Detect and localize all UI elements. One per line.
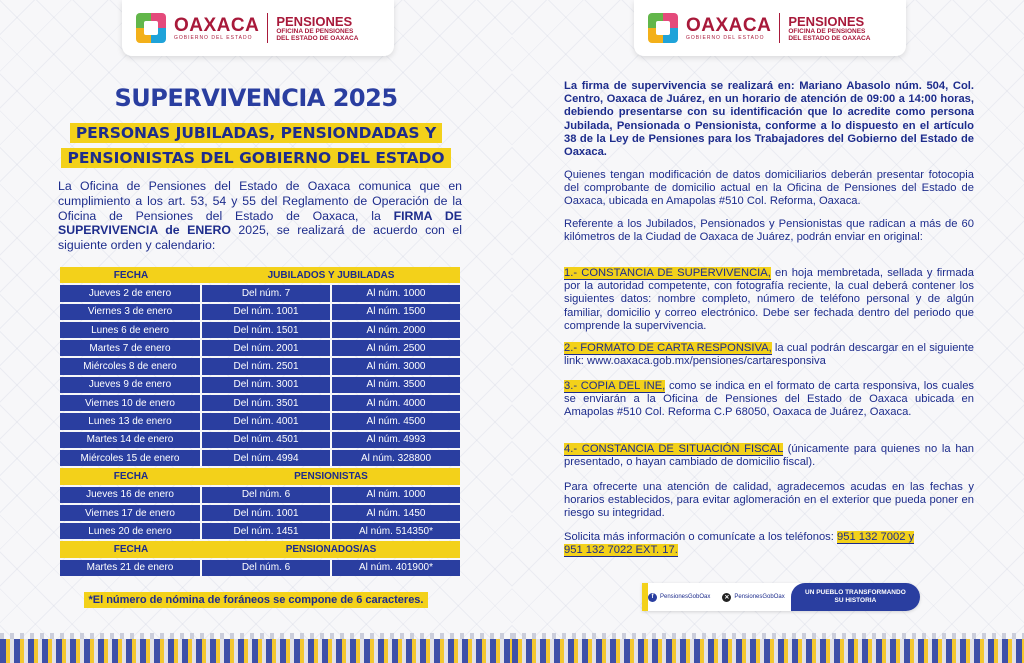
schedule-row <box>60 487 460 503</box>
header-fecha: FECHA <box>60 541 202 557</box>
cell-del: Del núm. 6 <box>202 487 332 503</box>
schedule-row <box>60 358 460 374</box>
oaxaca-logo-icon <box>136 13 166 43</box>
logo-divider <box>779 13 780 43</box>
social-facebook[interactable] <box>642 593 716 602</box>
cell-fecha: Viernes 3 de enero <box>60 304 202 320</box>
cell-al: Al núm. 2000 <box>332 322 460 338</box>
schedule-row <box>60 413 460 429</box>
item-constancia <box>564 267 974 333</box>
cell-al: Al núm. 4993 <box>332 432 460 448</box>
subtitle-1: PERSONAS JUBILADAS, PENSIONDADAS Y <box>70 123 442 143</box>
cell-fecha: Martes 7 de enero <box>60 340 202 356</box>
logo-oficina-2: DEL ESTADO DE OAXACA <box>276 34 359 42</box>
cell-fecha: Lunes 20 de enero <box>60 523 202 539</box>
cell-fecha: Jueves 2 de enero <box>60 285 202 301</box>
schedule-row <box>60 450 460 466</box>
decorative-border <box>0 639 512 663</box>
cell-fecha: Miércoles 15 de enero <box>60 450 202 466</box>
logo-gobierno-text: GOBIERNO DEL ESTADO <box>174 34 253 41</box>
item-ine <box>564 380 974 420</box>
logo-oficina-1: OFICINA DE PENSIONES <box>788 27 866 35</box>
header-fecha: FECHA <box>60 468 202 484</box>
schedule-row <box>60 395 460 411</box>
cell-al: Al núm. 1500 <box>332 304 460 320</box>
logo-gobierno-text: GOBIERNO DEL ESTADO <box>686 34 765 41</box>
paragraph-address-change: Quienes tengan modificación de datos domiciliarios deberán presentar fotocopia del comprobante de domicilio actual en la Oficina de Pensiones del Estado de Oaxaca, ubicada en Amapolas #510 Col. Reforma, Oaxaca. <box>564 169 974 208</box>
facebook-handle: PensionesGobOax <box>660 594 711 600</box>
cell-fecha: Lunes 13 de enero <box>60 413 202 429</box>
cell-del: Del núm. 1501 <box>202 322 332 338</box>
schedule-table <box>60 265 460 578</box>
cell-del: Del núm. 7 <box>202 285 332 301</box>
cell-al: Al núm. 3000 <box>332 358 460 374</box>
cell-del: Del núm. 6 <box>202 560 332 576</box>
schedule-row <box>60 505 460 521</box>
header-fecha: FECHA <box>60 267 202 283</box>
header-group: PENSIONADOS/AS <box>202 541 460 557</box>
schedule-row <box>60 285 460 301</box>
logo-pensiones <box>788 15 870 42</box>
phone-2[interactable]: 951 132 7022 EXT. 17. <box>564 544 678 557</box>
logo-oaxaca-text: OAXACA <box>686 14 772 36</box>
header-logo <box>122 0 394 56</box>
header-logo-right <box>634 0 906 56</box>
cell-del: Del núm. 4501 <box>202 432 332 448</box>
contact-text: Solicita más información o comunícate a los teléfonos: <box>564 531 837 543</box>
item-fiscal-tag: 4.- CONSTANCIA DE SITUACIÓN FISCAL <box>564 443 783 455</box>
cell-del: Del núm. 3501 <box>202 395 332 411</box>
cell-fecha: Viernes 10 de enero <box>60 395 202 411</box>
schedule-row <box>60 560 460 576</box>
item-carta-text[interactable]: la cual podrán descargar en el siguiente link: www.oaxaca.gob.mx/pensiones/cartaresponsiva <box>564 342 974 368</box>
social-x[interactable] <box>716 593 790 602</box>
cell-del: Del núm. 2001 <box>202 340 332 356</box>
paragraph-quality: Para ofrecerte una atención de calidad, agradecemos acudas en las fechas y horarios establecidos, para evitar aglomeración en el exterior que pueda poner en riesgo su integridad. <box>564 481 974 520</box>
cell-fecha: Jueves 9 de enero <box>60 377 202 393</box>
oaxaca-logo-icon <box>648 13 678 43</box>
cell-del: Del núm. 3001 <box>202 377 332 393</box>
cell-al: Al núm. 3500 <box>332 377 460 393</box>
schedule-row <box>60 377 460 393</box>
item-fiscal-text: (únicamente para quienes no la han presentado, o hayan cambiado de domicilio fiscal). <box>564 443 974 469</box>
cell-al: Al núm. 401900* <box>332 560 460 576</box>
cell-al: Al núm. 328800 <box>332 450 460 466</box>
intro-text-2: 2025, se realizará de acuerdo con el siguiente orden y calendario: <box>58 223 462 253</box>
header-group: JUBILADOS Y JUBILADAS <box>202 267 460 283</box>
x-handle: PensionesGobOax <box>734 594 785 600</box>
item-carta-tag: 2.- FORMATO DE CARTA RESPONSIVA, <box>564 342 772 354</box>
cell-al: Al núm. 4500 <box>332 413 460 429</box>
cell-del: Del núm. 1001 <box>202 505 332 521</box>
item-carta <box>564 342 974 368</box>
cell-al: Al núm. 4000 <box>332 395 460 411</box>
slogan-line-2: SU HISTORIA <box>834 597 877 604</box>
footnote-text: *El número de nómina de foráneos se compone de 6 caracteres. <box>84 592 427 608</box>
cell-del: Del núm. 1001 <box>202 304 332 320</box>
cell-del: Del núm. 4994 <box>202 450 332 466</box>
facebook-icon: f <box>648 593 657 602</box>
cell-al: Al núm. 514350* <box>332 523 460 539</box>
cell-al: Al núm. 1450 <box>332 505 460 521</box>
logo-oficina-1: OFICINA DE PENSIONES <box>276 27 354 35</box>
subtitle-line-2 <box>0 149 512 168</box>
logo-oaxaca-text: OAXACA <box>174 14 260 36</box>
item-fiscal <box>564 443 974 469</box>
cell-fecha: Martes 21 de enero <box>60 560 202 576</box>
logo-oficina-2: DEL ESTADO DE OAXACA <box>788 34 871 42</box>
footnote <box>0 590 512 608</box>
cell-del: Del núm. 2501 <box>202 358 332 374</box>
cell-al: Al núm. 1000 <box>332 285 460 301</box>
decorative-border <box>512 639 1024 663</box>
page-title: SUPERVIVENCIA 2025 <box>114 84 398 112</box>
paragraph-foreign: Referente a los Jubilados, Pensionados y Pensionistas que radican a más de 60 kilómetros de la Ciudad de Oaxaca de Juárez, podrán enviar en original: <box>564 218 974 244</box>
schedule-row <box>60 340 460 356</box>
subtitle-2: PENSIONISTAS DEL GOBIERNO DEL ESTADO <box>61 148 450 168</box>
cell-fecha: Lunes 6 de enero <box>60 322 202 338</box>
schedule-row <box>60 432 460 448</box>
cell-fecha: Martes 14 de enero <box>60 432 202 448</box>
cell-fecha: Jueves 16 de enero <box>60 487 202 503</box>
right-page <box>512 0 1024 663</box>
intro-bold: FIRMA DE SUPERVIVENCIA de ENERO <box>58 208 462 238</box>
logo-oaxaca <box>174 16 259 41</box>
cell-fecha: Viernes 17 de enero <box>60 505 202 521</box>
cell-del: Del núm. 4001 <box>202 413 332 429</box>
slogan-line-1: UN PUEBLO TRANSFORMANDO <box>805 589 906 596</box>
header-group: PENSIONISTAS <box>202 468 460 484</box>
slogan-badge <box>791 583 920 611</box>
schedule-row <box>60 322 460 338</box>
intro-paragraph <box>58 179 462 253</box>
schedule-row <box>60 304 460 320</box>
intro-text-1: La Oficina de Pensiones del Estado de Oaxaca comunica que en cumplimiento a los art. 53, 54 y 55 del Reglamento de Operación de la Oficina de Pensiones del Estado de Oaxaca, la <box>58 179 462 223</box>
schedule-header-row <box>60 541 460 557</box>
footer-accent <box>642 583 648 611</box>
item-constancia-tag: 1.- CONSTANCIA DE SUPERVIVENCIA, <box>564 267 771 279</box>
cell-fecha: Miércoles 8 de enero <box>60 358 202 374</box>
item-ine-tag: 3.- COPIA DEL INE, <box>564 380 666 392</box>
paragraph-location: La firma de supervivencia se realizará en: Mariano Abasolo núm. 504, Col. Centro, Oaxaca de Juárez, en un horario de atención de 09:00 a 14:00 horas, debiendo presentarse con su identificación que lo acredite como persona Jubilada, Pensionada o Pensionista, conforme a lo dispuesto en el artículo 38 de la Ley de Pensiones para los Trabajadores del Gobierno del Estado de Oaxaca. <box>564 80 974 159</box>
x-icon: ✕ <box>724 594 730 601</box>
schedule-row <box>60 523 460 539</box>
cell-al: Al núm. 2500 <box>332 340 460 356</box>
logo-divider <box>267 13 268 43</box>
logo-pensiones-text: PENSIONES <box>788 13 865 29</box>
cell-al: Al núm. 1000 <box>332 487 460 503</box>
logo-pensiones-text: PENSIONES <box>276 13 353 29</box>
schedule-header-row <box>60 267 460 283</box>
item-constancia-text: en hoja membretada, sellada y firmada por la autoridad competente, con fotografía reciente, la cual deberá contener los siguientes datos: nombre completo, número de teléfono personal y de algún familiar, domicilio y correo electrónico. Debe ser fechada dentro del periodo que comprende la supervivencia. <box>564 267 974 332</box>
logo-pensiones <box>276 15 358 42</box>
cell-del: Del núm. 1451 <box>202 523 332 539</box>
subtitle-line-1 <box>0 124 512 143</box>
footer-bar <box>642 583 920 611</box>
item-ine-text: como se indica en el formato de carta responsiva, los cuales se enviarán a la Oficina de Pensiones del Estado de Oaxaca ubicada en Amapolas #510 Col. Reforma C.P 68050, Oaxaca de Juárez, Oaxaca. <box>564 380 975 419</box>
logo-oaxaca <box>686 16 771 41</box>
paragraph-contact <box>564 531 974 557</box>
schedule-header-row <box>60 468 460 484</box>
phone-1[interactable]: 951 132 7002 y <box>837 531 915 543</box>
